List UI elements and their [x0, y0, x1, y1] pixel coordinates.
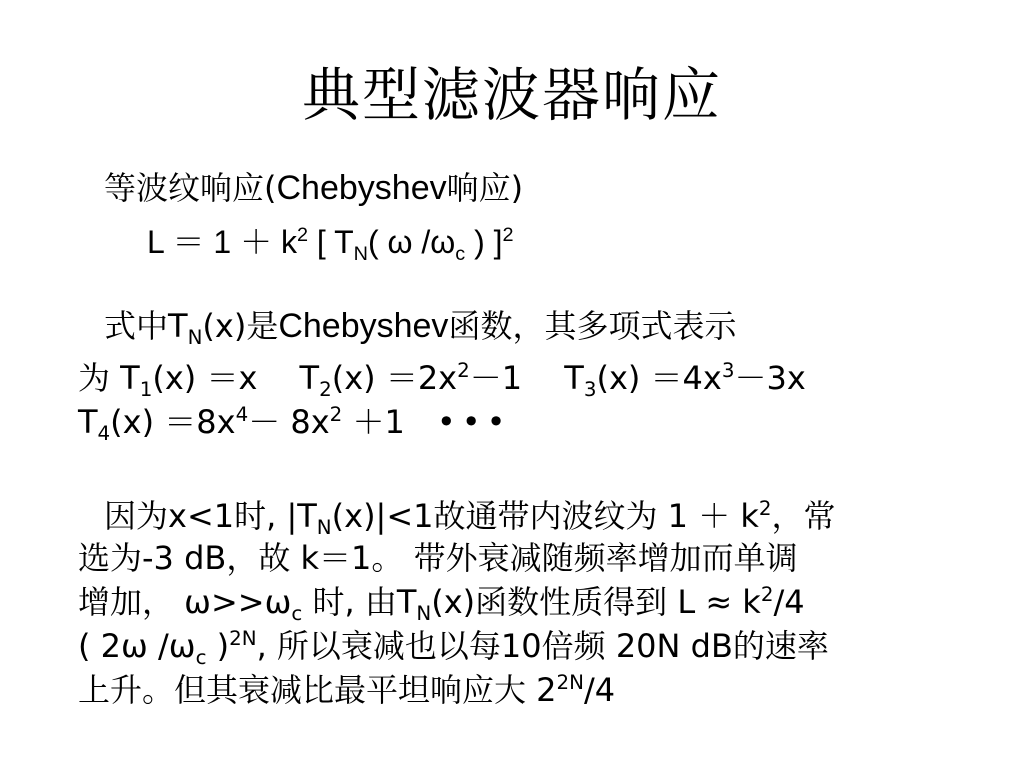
subscript: N: [416, 601, 432, 625]
subscript: c: [195, 645, 207, 669]
para1-line3: [78, 402, 512, 445]
text-run: 时, 由T: [302, 583, 417, 621]
text-run: , 所以衰减也以每10倍频 20N dB的速率: [256, 627, 829, 665]
text-run: (x) ＝2x: [331, 359, 458, 397]
subscript: 2: [319, 377, 332, 401]
text-run: 上升。但其衰减比最平坦响应大 2: [78, 671, 557, 709]
formula-sub-n: N: [353, 242, 368, 265]
superscript: 3: [721, 359, 735, 383]
formula-lhs: L ＝ 1 ＋ k: [147, 224, 297, 260]
formula-close: ) ]: [465, 224, 503, 260]
formula-mid: ( ω /ω: [367, 224, 456, 260]
heading-equiripple: [104, 168, 523, 208]
formula-exp-final: 2: [502, 224, 514, 247]
text-run: (x)是: [202, 307, 279, 345]
text-run: (x)|<1故通带内波纹为 1 ＋ k: [331, 497, 759, 535]
heading-chebyshev: Chebyshev: [276, 169, 447, 207]
subscript: 4: [97, 421, 111, 445]
superscript: 2N: [229, 627, 257, 651]
text-run: －3x: [734, 359, 806, 397]
text-run: 为 T: [78, 359, 140, 397]
text-run: 因为x<1时, |T: [104, 497, 317, 535]
text-run: － 8x: [248, 403, 330, 441]
text-run: T: [78, 403, 98, 441]
superscript: 2N: [556, 671, 584, 695]
superscript: 4: [235, 403, 249, 427]
text-run: /4: [773, 583, 805, 621]
formula-line: [147, 222, 514, 265]
heading-prefix: 等波纹响应(: [104, 169, 277, 207]
para2-line1: [104, 496, 836, 539]
subscript: 1: [139, 377, 153, 401]
text-run: 式中T: [104, 307, 188, 345]
text-run: Chebyshev: [278, 307, 449, 345]
para1-line2: [78, 358, 806, 401]
heading-suffix: 响应): [446, 169, 524, 207]
superscript: 2: [457, 359, 470, 383]
subscript: c: [291, 601, 303, 625]
text-run: 函数，其多项式表示: [448, 307, 737, 345]
superscript: 2: [760, 583, 774, 607]
text-run: (x) ＝8x: [110, 403, 236, 441]
subscript: N: [187, 325, 203, 349]
text-run: (x) ＝4x: [596, 359, 722, 397]
formula-bracket: [ T: [308, 224, 354, 260]
slide-title: 典型滤波器响应: [301, 61, 722, 129]
text-run: (x) ＝x T: [152, 359, 320, 397]
superscript: 2: [758, 497, 772, 521]
text-run: ＋1: [342, 403, 437, 441]
text-run: 增加， ω>>ω: [78, 583, 292, 621]
text-run: ( 2ω /ω: [78, 627, 196, 665]
formula-sub-c: c: [455, 242, 466, 265]
para1-line1: [104, 306, 737, 349]
superscript: 2: [329, 403, 343, 427]
para2-line2: [78, 538, 798, 578]
ellipsis-dots: •••: [436, 403, 512, 441]
text-run: /4: [584, 671, 616, 709]
subscript: 3: [583, 377, 597, 401]
text-run: (x)函数性质得到 L ≈ k: [431, 583, 761, 621]
para2-line3: [78, 582, 805, 625]
text-run: －1 T: [469, 359, 584, 397]
para2-line4: [78, 626, 829, 669]
text-run: 选为-3 dB，故 k＝1。 带外衰减随频率增加而单调: [78, 539, 798, 577]
formula-exp: 2: [296, 224, 309, 247]
text-run: ): [206, 627, 230, 665]
para2-line5: [78, 670, 615, 710]
text-run: ，常: [771, 497, 836, 535]
subscript: N: [316, 515, 332, 539]
